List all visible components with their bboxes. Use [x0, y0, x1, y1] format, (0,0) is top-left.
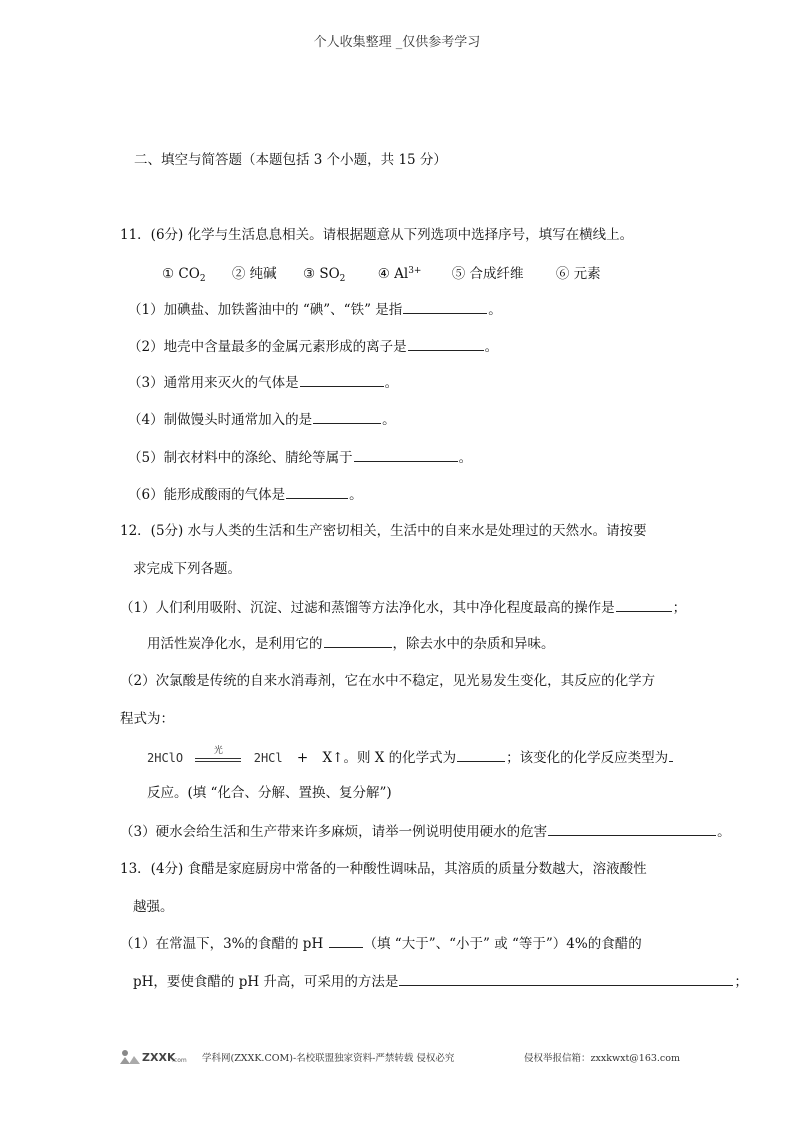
- question-11-stem: 11．(6分) 化学与生活息息相关。请根据题意从下列选项中选择序号，填写在横线上。: [120, 227, 634, 243]
- answer-blank[interactable]: [548, 822, 716, 836]
- answer-blank[interactable]: [669, 748, 673, 762]
- option-2: ② 纯碱: [231, 266, 277, 282]
- zxxk-logo: ZXXK .com: [118, 1046, 196, 1068]
- question-11-part-4: （4）制做馒头时通常加入的是 。: [128, 412, 396, 428]
- footer-copyright: 学科网(ZXXK.COM)-名校联盟独家资料-严禁转载 侵权必究: [202, 1053, 455, 1064]
- question-12-part-3: （3）硬水会给生活和生产带来许多麻烦，请举一例说明使用硬水的危害 。: [120, 824, 731, 840]
- question-12-stem: 12．(5分) 水与人类的生活和生产密切相关，生活中的自来水是处理过的天然水。请按要: [120, 523, 647, 539]
- question-11-part-6: （6）能形成酸雨的气体是 。: [128, 487, 363, 503]
- footer-report-email: 侵权举报信箱：zxxkwxt@163.com: [524, 1053, 680, 1064]
- question-13-stem: 13．(4分) 食醋是家庭厨房中常备的一种酸性调味品，其溶质的质量分数越大，溶液酸性: [120, 861, 647, 877]
- question-11-options: [162, 262, 601, 288]
- question-11-part-3: （3）通常用来灭火的气体是 。: [128, 375, 399, 391]
- answer-blank[interactable]: [329, 934, 363, 948]
- equation-product: 2HCl: [253, 751, 283, 765]
- question-13-part-1: （1）在常温下，3%的食醋的 pH （填 “大于”、“小于” 或 “等于”）4%的食醋的: [120, 936, 642, 952]
- question-11-part-2: （2）地壳中含量最多的金属元素形成的离子是 。: [128, 339, 499, 355]
- answer-blank[interactable]: [457, 748, 505, 762]
- question-12-part-1: （1）人们利用吸附、沉淀、过滤和蒸馏等方法净化水，其中净化程度最高的操作是 ；: [120, 600, 687, 616]
- answer-blank[interactable]: [354, 448, 458, 462]
- option-3: ③ $SO_2$: [302, 266, 346, 284]
- chemical-equation: 2HClO 光 2HCl + X↑。则 X 的化学式为 ；该变化的化学反应类型为: [147, 748, 674, 767]
- reaction-condition: [195, 745, 241, 766]
- question-12-stem-cont: 求完成下列各题。: [133, 561, 241, 577]
- question-12-part-2-cont: 程式为：: [120, 711, 174, 727]
- option-5: ⑤ 合成纤维: [451, 266, 524, 282]
- equation-plus: +: [296, 750, 309, 766]
- condition-label: 光: [213, 745, 223, 756]
- answer-blank[interactable]: [408, 337, 484, 351]
- question-13-stem-cont: 越强。: [133, 899, 174, 915]
- answer-blank[interactable]: [399, 972, 733, 986]
- answer-blank[interactable]: [403, 300, 487, 314]
- question-12-part-2-hint: 反应。(填 “化合、分解、置换、复分解”): [147, 785, 392, 801]
- answer-blank[interactable]: [616, 598, 672, 612]
- page-footer: [118, 1046, 714, 1070]
- option-4: ④ $Al^{3+}$: [377, 266, 422, 282]
- section-title: 二、填空与简答题（本题包括 3 个小题，共 15 分）: [134, 152, 447, 168]
- answer-blank[interactable]: [300, 373, 384, 387]
- equation-reactant: 2HClO: [147, 751, 184, 765]
- logo-mark-icon: [118, 1048, 144, 1066]
- answer-blank[interactable]: [286, 485, 348, 499]
- question-13-part-1-cont: pH，要使食醋的 pH 升高，可采用的方法是 ；: [133, 974, 748, 990]
- question-11-part-1: （1）加碘盐、加铁酱油中的 “碘”、“铁” 是指 。: [128, 302, 502, 318]
- page-header: 个人收集整理 _仅供参考学习: [313, 35, 481, 50]
- answer-blank[interactable]: [313, 410, 381, 424]
- question-12-part-2: （2）次氯酸是传统的自来水消毒剂，它在水中不稳定，见光易发生变化，其反应的化学方: [120, 673, 656, 689]
- question-11-part-5: （5）制衣材料中的涤纶、腈纶等属于 。: [128, 450, 473, 466]
- answer-blank[interactable]: [324, 634, 392, 648]
- option-6: ⑥ 元素: [555, 266, 601, 282]
- question-12-part-1-cont: 用活性炭净化水，是利用它的 ，除去水中的杂质和异味。: [147, 636, 555, 652]
- option-1: ① $CO_2$: [162, 266, 206, 284]
